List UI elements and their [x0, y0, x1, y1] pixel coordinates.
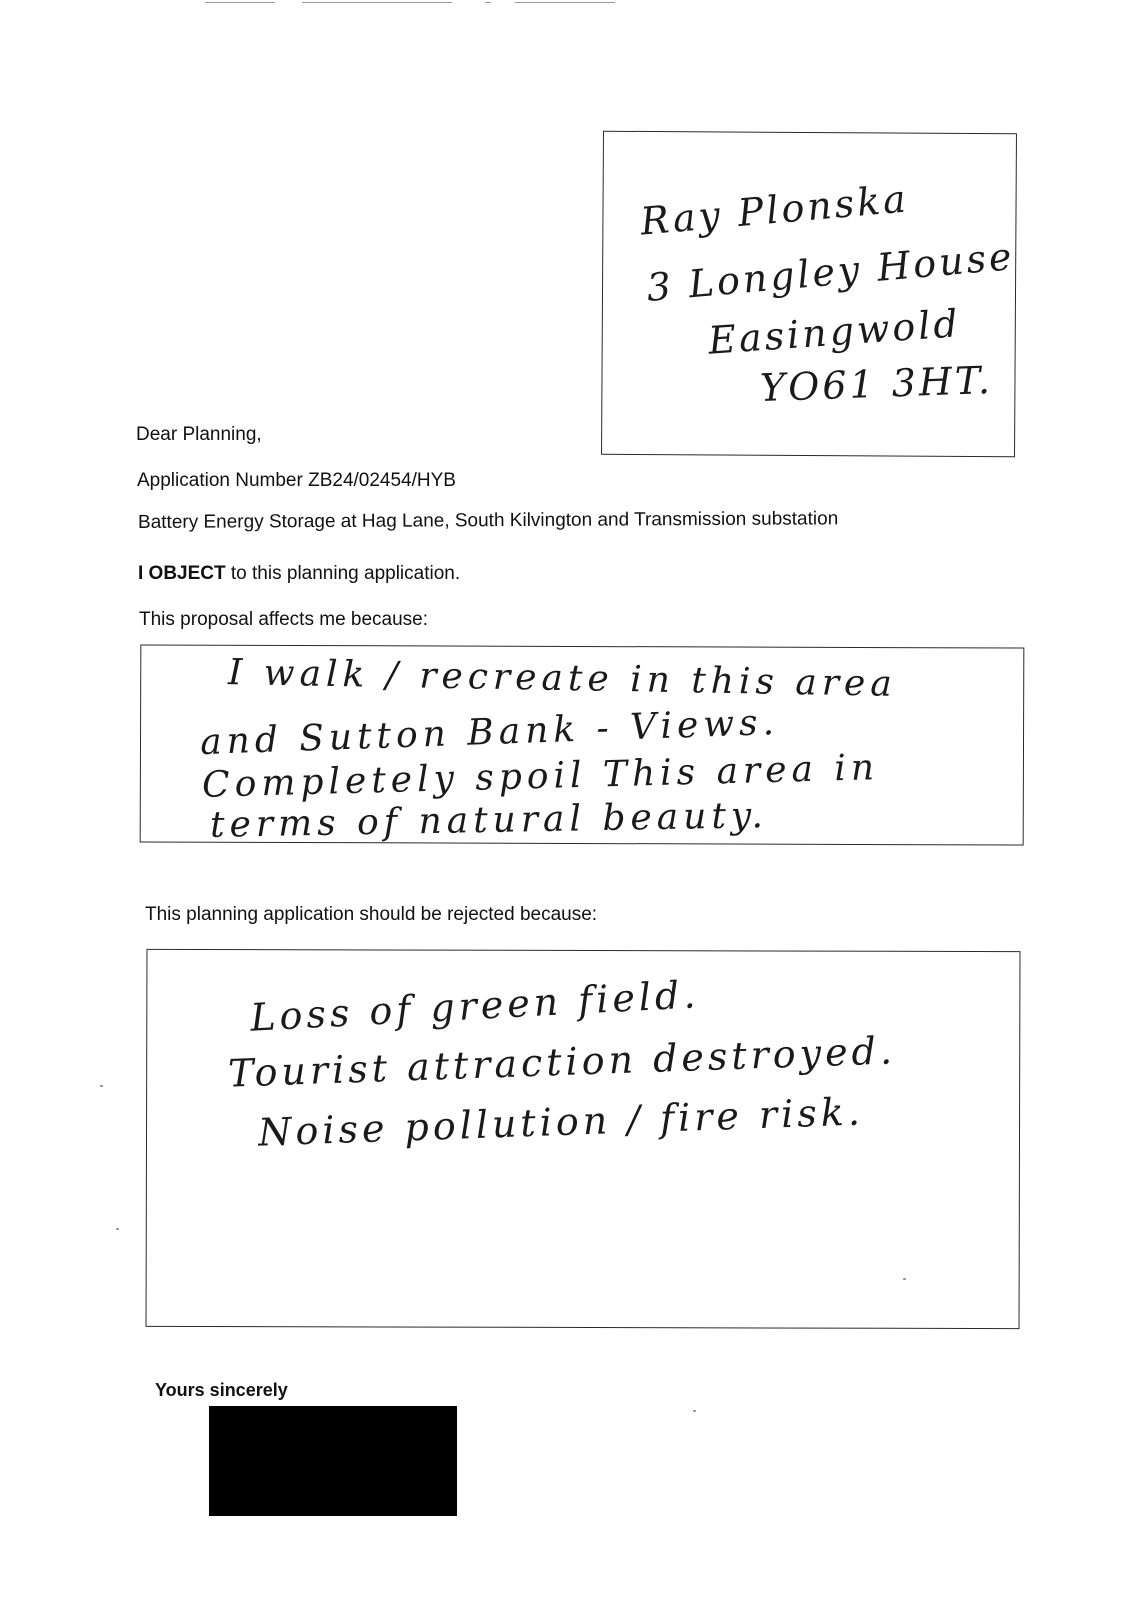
scan-speck — [903, 1278, 906, 1280]
address-line-name: Ray Plonska — [638, 176, 911, 244]
reject-line-2: Tourist attraction destroyed. — [227, 1028, 897, 1096]
scan-artifacts — [205, 0, 625, 6]
reject-line-3: Noise pollution / fire risk. — [257, 1089, 865, 1155]
affects-line-4: terms of natural beauty. — [209, 795, 769, 846]
address-line-town: Easingwold — [706, 301, 962, 363]
address-line-street: 3 Longley House — [644, 234, 1017, 310]
objection-statement — [138, 563, 460, 585]
application-number-label: Application Number — [137, 470, 303, 491]
application-number-value: ZB24/02454/HYB — [308, 470, 456, 491]
affects-label: This proposal affects me because: — [139, 609, 429, 630]
signature-redaction — [209, 1406, 457, 1516]
affects-line-1: I walk / recreate in this area — [227, 652, 898, 705]
address-line-postcode: YO61 3HT. — [759, 357, 994, 411]
scan-speck — [100, 1085, 103, 1087]
affects-line-2: and Sutton Bank - Views. — [199, 701, 780, 764]
scan-speck — [116, 1228, 119, 1230]
scan-speck — [693, 1410, 696, 1412]
objection-prefix: I OBJECT — [138, 563, 226, 584]
closing: Yours sincerely — [155, 1380, 288, 1400]
affects-line-3: Completely spoil This area in — [201, 747, 880, 806]
application-subject: Battery Energy Storage at Hag Lane, South Kilvington and Transmission substation — [137, 508, 839, 533]
salutation: Dear Planning, — [136, 424, 262, 445]
application-number-line — [137, 470, 456, 492]
reject-line-1: Loss of green field. — [249, 972, 701, 1040]
objection-text: to this planning application. — [225, 563, 461, 584]
reject-label: This planning application should be rejected because: — [145, 904, 598, 925]
